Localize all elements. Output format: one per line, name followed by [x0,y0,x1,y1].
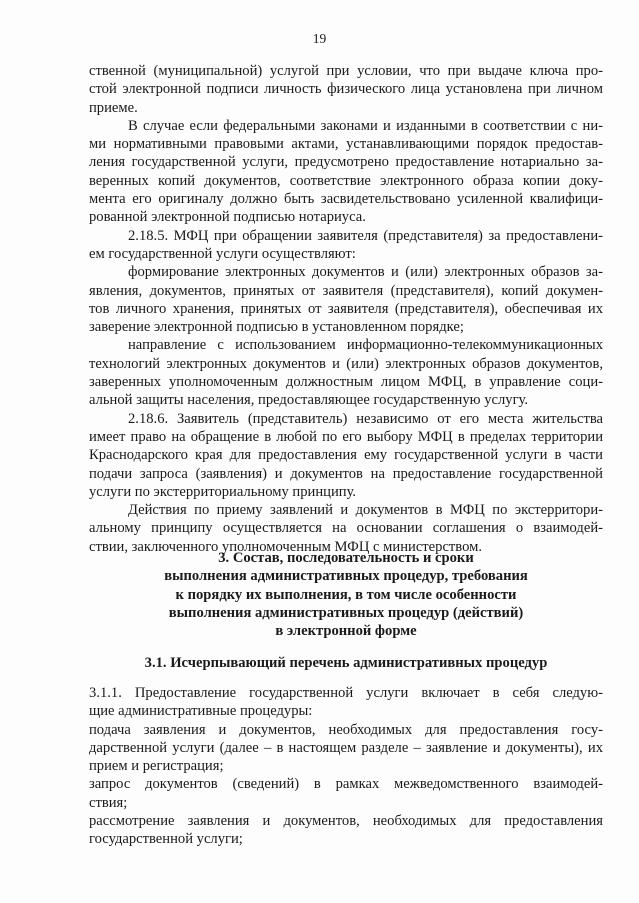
paragraph-line: 2.18.6. Заявитель (представитель) независимо от его места жительства [128,410,603,427]
subsection-heading [89,654,603,672]
paragraph-line: заверенных уполномоченным должностным лицом МФЦ, в управление соци- [89,374,603,391]
paragraph-line: запрос документов (сведений) в рамках межведомственного взаимодей- [89,776,603,793]
page-number: 19 [312,31,327,46]
paragraph-line: тов личного хранения, принятых от заявителя (представителя), обеспечивая их [89,300,603,317]
heading-line: в электронной форме [275,623,417,640]
paragraph-line: 3.1.1. Предоставление государственной услуги включает в себя следую- [89,685,603,701]
paragraph-line: ем государственной услуги осуществляют: [89,245,356,262]
paragraph-line: формирование электронных документов и (или) электронных образов за- [128,264,603,281]
paragraph-line: веренных копий документов, соответствие электронного образа копии доку- [89,172,603,189]
paragraph-line: технологий электронных документов и (или) электронных образов документов, [89,355,603,372]
paragraph-line: Действия по приему заявлений и документов в МФЦ по экстерритори- [128,502,603,519]
paragraph-line: рованной электронной подписью нотариуса. [89,209,366,226]
paragraph-line: дарственной услуги (далее – в настоящем разделе – заявление и документы), их [89,739,603,756]
paragraph-line: рассмотрение заявления и документов, необходимых для предоставления [89,813,603,830]
paragraph-line: заверение электронной подписью в установленном порядке; [89,319,464,336]
paragraph-line: прием и регистрация; [89,758,224,775]
paragraph-line: 2.18.5. МФЦ при обращении заявителя (представителя) за предоставлени- [128,227,603,244]
paragraph-line: альной защиты населения, предоставляющее государственную услугу. [89,392,529,409]
paragraph-line: приеме. [89,99,138,116]
paragraph-line: Краснодарского края для предоставления ему государственной услуги в части [89,447,603,464]
paragraph-line: ствии, заключенного уполномоченным МФЦ с министерством. [89,538,482,555]
paragraph-line: явления, документов, принятых от заявителя (представителя), копий докумен- [89,282,603,299]
paragraph-line: мента его оригиналу должно быть засвидетельствовано усиленной квалифици- [89,191,603,208]
heading-line: выполнения административных процедур, требования [164,568,528,585]
section-heading [89,549,603,640]
paragraph-line: В случае если федеральными законами и изданными в соответствии с ни- [128,117,603,134]
paragraph-line: щие административные процедуры: [89,703,313,720]
paragraph-line: подача заявления и документов, необходимых для предоставления госу- [89,721,603,738]
paragraph-line: направление с использованием информационно-телекоммуникационных [128,337,603,354]
heading-line: 3.1. Исчерпывающий перечень административных процедур [144,655,548,671]
paragraph-line: имеет право на обращение в любой по его выбору МФЦ в пределах территории [89,428,603,445]
document-body-top [89,62,603,556]
heading-line: 3. Состав, последовательность и сроки [218,550,474,566]
heading-line: выполнения административных процедур (действий) [168,604,524,621]
document-body-bottom [89,684,603,849]
paragraph-line: услуги по экстерриториальному принципу. [89,483,357,500]
paragraph-line: ми нормативными правовыми актами, устанавливающими порядок предостав- [89,136,603,153]
paragraph-line: ления государственной услуги, предусмотрено предоставление нотариально за- [89,154,603,171]
paragraph-line: государственной услуги; [89,831,243,848]
paragraph-line: подачи запроса (заявления) и документов на предоставление государственной [89,465,603,482]
paragraph-line: стой электронной подписи личность физического лица установлена при личном [89,81,603,98]
paragraph-line: альному принципу осуществляется на основании соглашения о взаимодей- [89,520,603,537]
paragraph-line: ствия; [89,794,128,811]
heading-line: к порядку их выполнения, в том числе особенности [175,586,517,603]
paragraph-line: ственной (муниципальной) услугой при условии, что при выдаче ключа про- [89,63,603,79]
